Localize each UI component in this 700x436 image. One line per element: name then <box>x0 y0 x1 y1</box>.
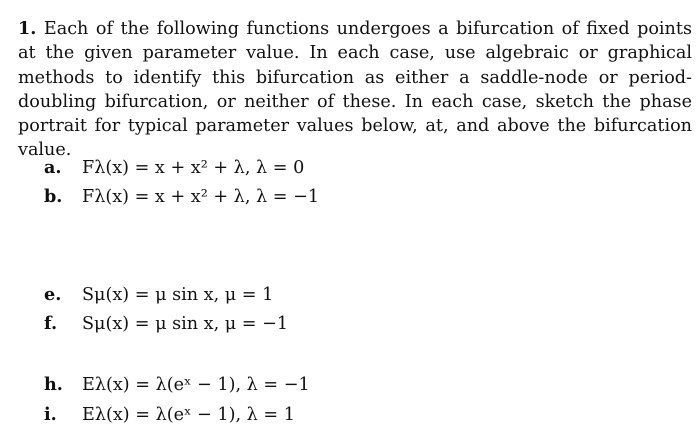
item-label: b. <box>44 186 63 207</box>
list-item-f <box>44 312 288 336</box>
problem-statement <box>18 17 692 163</box>
item-expression: Sμ(x) = μ sin x, μ = −1 <box>82 314 289 334</box>
list-item-i <box>44 403 295 427</box>
problem-number: 1. <box>18 18 37 39</box>
item-expression: Sμ(x) = μ sin x, μ = 1 <box>82 285 274 305</box>
list-item-b <box>44 185 319 209</box>
list-item-a <box>44 156 304 180</box>
item-label: a. <box>44 157 62 178</box>
item-expression: Eλ(x) = λ(eˣ − 1), λ = 1 <box>82 405 295 425</box>
item-label: h. <box>44 374 63 395</box>
item-label: f. <box>44 313 58 334</box>
list-item-h <box>44 373 310 397</box>
item-label: i. <box>44 404 57 425</box>
item-label: e. <box>44 284 62 305</box>
list-item-e <box>44 283 273 307</box>
item-expression: Eλ(x) = λ(eˣ − 1), λ = −1 <box>82 375 310 395</box>
item-expression: Fλ(x) = x + x² + λ, λ = −1 <box>82 187 320 207</box>
problem-text: Each of the following functions undergoes a bifurcation of fixed points at the given parameter value. In each case, use algebraic or graphical methods to identify this bifurcation as either a saddle-node or period-doubling bifurcation, or neither of these. In each case, sketch the phase portrait for typical parameter values below, at, and above the bifurcation value. <box>18 19 692 161</box>
item-expression: Fλ(x) = x + x² + λ, λ = 0 <box>82 158 305 178</box>
